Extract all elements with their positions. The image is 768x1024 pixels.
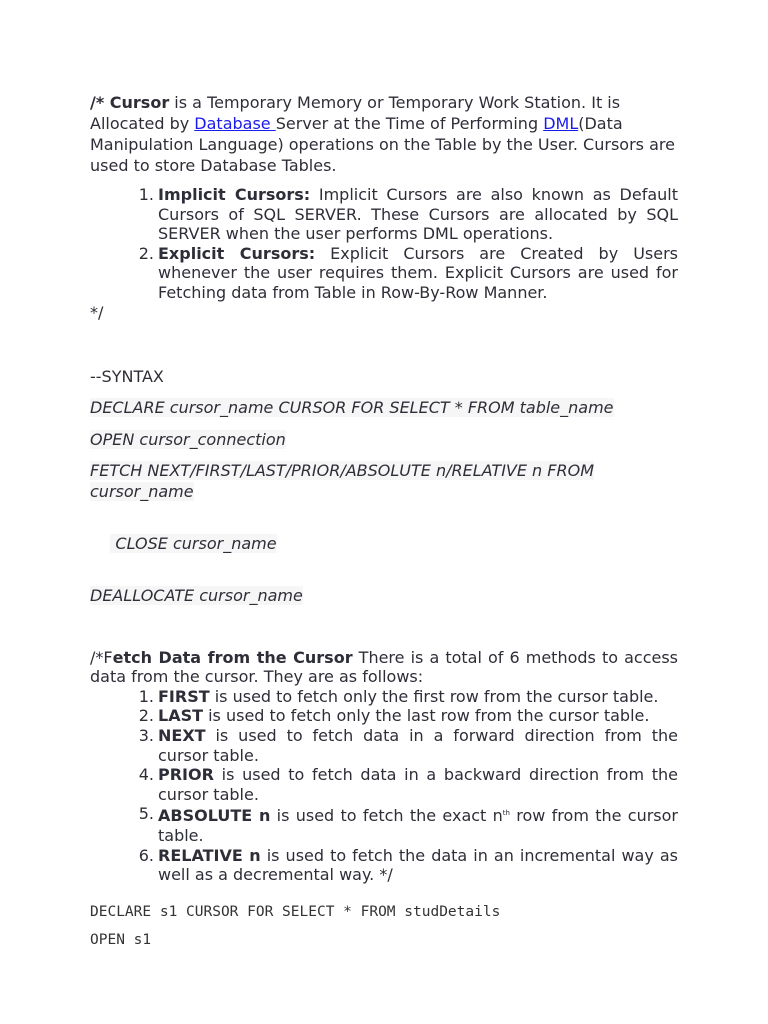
- syntax-fetch-line: [90, 460, 678, 502]
- list-desc: Explicit Cursors are Created by Users whenever the user requires them. Explicit Cursors are used for Fetching data from Table in Row-By-Row Manner.: [158, 243, 678, 302]
- intro-text-3: (Data Manipulation Language) operations on the Table by the User. Cursors are used to store Database Tables.: [90, 114, 675, 175]
- syntax-declare-line: [90, 397, 678, 418]
- syntax-fetch: FETCH NEXT/FIRST/LAST/PRIOR/ABSOLUTE n/RELATIVE n FROM cursor_name: [90, 460, 594, 501]
- list-term: ABSOLUTE n: [158, 806, 271, 826]
- syntax-close-line: [90, 512, 678, 575]
- intro-lead: /* Cursor: [90, 93, 170, 112]
- fetch-methods-list: [90, 687, 678, 885]
- list-item: [90, 804, 678, 845]
- list-desc: is used to fetch the exact n: [270, 806, 503, 826]
- comment-end: */: [90, 302, 104, 322]
- list-number: 4 .: [134, 765, 154, 785]
- database-link[interactable]: Database: [194, 114, 276, 133]
- code-line-open: OPEN s1: [90, 931, 152, 948]
- list-number: 3 .: [134, 726, 154, 746]
- list-number: 1 .: [134, 687, 154, 707]
- list-term: FIRST: [158, 686, 210, 706]
- syntax-open: OPEN cursor_connection: [90, 429, 286, 449]
- list-item: [90, 726, 678, 765]
- list-number: 6 .: [134, 846, 154, 866]
- fetch-desc: There is a total of 6 methods to access data from the cursor. They are as follows:: [90, 647, 679, 687]
- list-term: Implicit Cursors:: [158, 185, 311, 204]
- list-desc: is used to fetch data in a backward direction from the cursor table.: [158, 765, 678, 804]
- list-item: [90, 244, 678, 303]
- dml-link[interactable]: DML: [543, 114, 579, 133]
- fetch-intro-paragraph: [90, 648, 678, 687]
- intro-text-2: Server at the Time of Performing: [275, 114, 544, 133]
- fetch-title: etch Data from the Cursor: [112, 647, 353, 667]
- list-item: [90, 846, 678, 885]
- list-desc: Implicit Cursors are also known as Default Cursors of SQL SERVER. These Cursors are allocated by SQL SERVER when the user performs DML operations.: [158, 185, 679, 244]
- intro-text-1: is a Temporary Memory or Temporary Work Station. It is Allocated by: [90, 93, 621, 133]
- fetch-prefix: /*F: [90, 647, 113, 667]
- list-number: 5 .: [134, 804, 154, 824]
- syntax-heading: --SYNTAX: [90, 366, 164, 386]
- syntax-close: CLOSE cursor_name: [110, 533, 277, 553]
- list-desc: row from the cursor table.: [158, 806, 678, 845]
- list-desc: is used to fetch only the last row from the cursor table.: [203, 706, 650, 726]
- list-term: Explicit Cursors:: [158, 243, 316, 263]
- list-item: [90, 185, 678, 244]
- list-desc: is used to fetch data in a forward direction from the cursor table.: [158, 725, 678, 765]
- cursor-types-list: [90, 185, 678, 303]
- list-item: [90, 706, 678, 726]
- list-number: 2 .: [134, 244, 154, 264]
- list-number: 1 .: [134, 185, 154, 205]
- list-desc: is used to fetch only the first row from the cursor table.: [209, 686, 659, 706]
- list-term: PRIOR: [158, 765, 214, 785]
- code-line-declare: DECLARE s1 CURSOR FOR SELECT * FROM studDetails: [90, 903, 501, 920]
- syntax-deallocate: DEALLOCATE cursor_name: [90, 585, 303, 605]
- superscript-th: th: [502, 809, 510, 818]
- syntax-open-line: [90, 429, 678, 450]
- list-number: 2 .: [134, 706, 154, 726]
- intro-paragraph: [90, 92, 678, 176]
- list-item: [90, 687, 678, 707]
- document-page: [90, 92, 678, 950]
- syntax-deallocate-line: [90, 585, 678, 606]
- list-term: LAST: [158, 706, 204, 726]
- list-term: NEXT: [158, 725, 206, 745]
- list-item: [90, 765, 678, 804]
- syntax-declare: DECLARE cursor_name CURSOR FOR SELECT * FROM table_name: [90, 397, 614, 417]
- list-term: RELATIVE n: [158, 845, 261, 865]
- list-desc: is used to fetch the data in an incremental way as well as a decremental way. */: [158, 845, 678, 885]
